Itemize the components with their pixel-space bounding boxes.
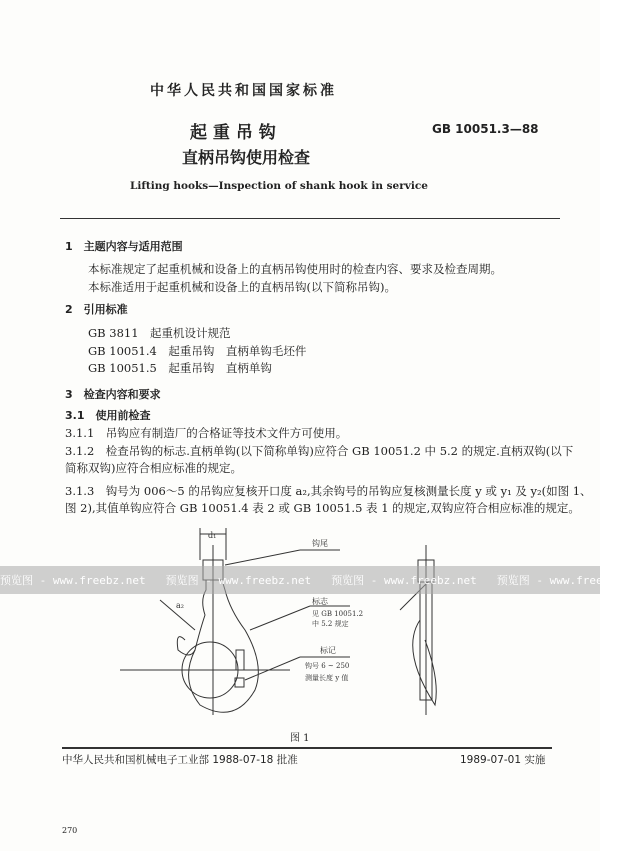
- doc-subtitle: 直柄吊钩使用检查: [182, 148, 311, 167]
- body-line: 本标准适用于起重机械和设备上的直柄吊钩(以下简称吊钩)。: [88, 280, 396, 294]
- section-2-heading: 2 引用标准: [65, 303, 128, 316]
- reference-item: GB 10051.5 起重吊钩 直柄单钩: [88, 361, 272, 375]
- watermark-text: 预览图 - www.freebz.net: [165, 574, 312, 587]
- d1-label: d₁: [208, 531, 217, 540]
- figure-caption: 图 1: [290, 733, 310, 744]
- clause-3-1-1: 3.1.1 吊钩应有制造厂的合格证等技术文件方可使用。: [65, 426, 348, 440]
- clause-3-1-3: 3.1.3 钩号为 006～5 的吊钩应复核开口度 a₂,其余钩号的吊钩应复核测量长度 y 或 y₁ 及 y₂(如图 1、: [65, 484, 592, 498]
- standard-code: GB 10051.3—88: [432, 122, 539, 136]
- doc-title: 起 重 吊 钩: [190, 123, 276, 143]
- section-3-heading: 3 检查内容和要求: [65, 388, 161, 401]
- watermark-text: 预览图 - www.freebz.net: [496, 574, 642, 587]
- figure-label: 钩尾: [312, 539, 328, 548]
- footer-rule: [62, 747, 552, 749]
- approval-date: 中华人民共和国机械电子工业部 1988-07-18 批准: [62, 754, 298, 766]
- watermark-banner: [0, 566, 642, 594]
- effective-date: 1989-07-01 实施: [460, 754, 546, 766]
- org-header: 中华人民共和国国家标准: [150, 83, 337, 99]
- clause-3-1-2: 3.1.2 检查吊钩的标志.直柄单钩(以下简称单钩)应符合 GB 10051.2 中 5.2 的规定.直柄双钩(以下: [65, 444, 574, 458]
- english-title: Lifting hooks—Inspection of shank hook in service: [130, 180, 428, 192]
- reference-item: GB 3811 起重机设计规范: [88, 326, 231, 340]
- figure-label: 标记: [320, 646, 336, 655]
- clause-3-1-2-cont: 简称双钩)应符合相应标准的规定。: [65, 461, 242, 475]
- body-line: 本标准规定了起重机械和设备上的直柄吊钩使用时的检查内容、要求及检查周期。: [88, 262, 502, 276]
- watermark-text: 预览图 - www.freebz.net: [331, 574, 477, 587]
- figure-label: 钩号 6 ~ 250: [305, 662, 350, 670]
- reference-item: GB 10051.4 起重吊钩 直柄单钩毛坯件: [88, 344, 307, 358]
- watermark-text: 预览图 - www.freebz.net: [0, 574, 146, 587]
- figure-label: 测量长度 y 值: [305, 674, 349, 682]
- section-3-1-heading: 3.1 使用前检查: [65, 409, 151, 422]
- a2-label: a₂: [176, 601, 184, 610]
- header-rule: [60, 218, 560, 219]
- figure-label: 中 5.2 规定: [312, 620, 349, 628]
- hook-figure: [0, 520, 600, 720]
- figure-label: 见 GB 10051.2: [312, 610, 364, 618]
- section-1-heading: 1 主题内容与适用范围: [65, 240, 183, 253]
- clause-3-1-3-cont: 图 2),其值单钩应符合 GB 10051.4 表 2 或 GB 10051.5 表 1 的规定,双钩应符合相应标准的规定。: [65, 501, 580, 515]
- figure-label: 标志: [312, 597, 328, 606]
- page-number: 270: [62, 826, 78, 835]
